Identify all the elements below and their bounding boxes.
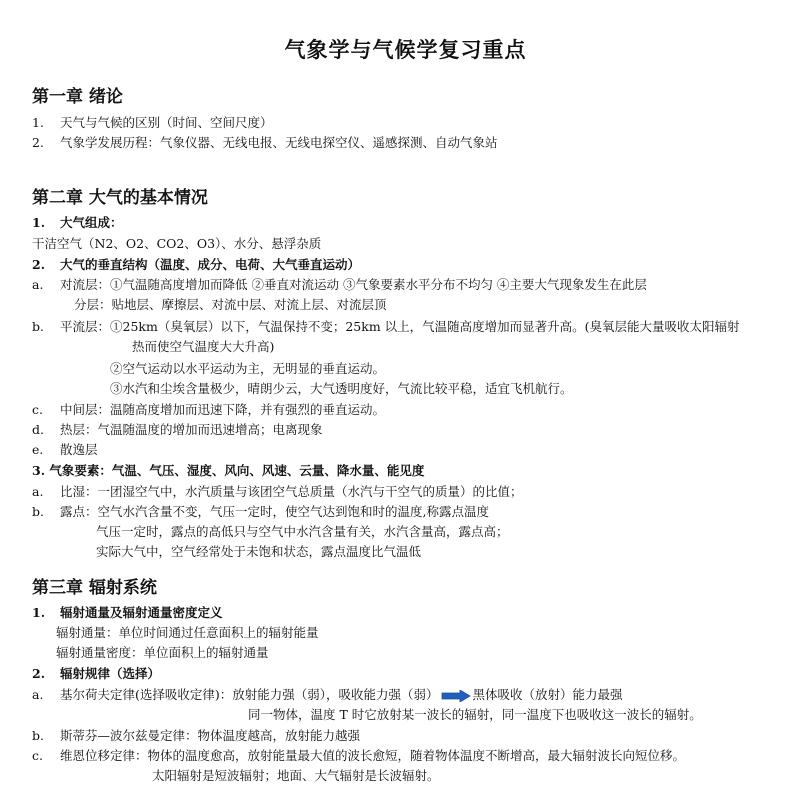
section-number: 1. — [32, 215, 46, 230]
list-marker: a. — [32, 277, 44, 292]
list-item — [60, 687, 623, 703]
list-marker: a. — [32, 484, 44, 499]
definition-line: 辐射通量：单位时间通过任意面积上的辐射能量 — [56, 625, 319, 640]
list-item: 天气与气候的区别（时间、空间尺度） — [60, 115, 273, 130]
list-number: 2. — [32, 135, 44, 150]
list-item: 对流层：①气温随高度增加而降低 ②垂直对流运动 ③气象要素水平分布不均匀 ④主要大气现象发生在此层 — [60, 277, 647, 292]
list-item: 斯蒂芬—波尔兹曼定律：物体温度越高，放射能力越强 — [60, 728, 361, 743]
list-item-sub: ②空气运动以水平运动为主，无明显的垂直运动。 — [110, 361, 386, 376]
list-item: 气象学发展历程：气象仪器、无线电报、无线电探空仪、遥感探测、自动气象站 — [60, 135, 498, 150]
section-title: 辐射规律（选择） — [60, 666, 161, 681]
list-item: 平流层：①25km（臭氧层）以下，气温保持不变；25km 以上，气温随高度增加而显著升高。(臭氧层能大量吸收太阳辐射 — [60, 319, 740, 334]
list-item-sub: 实际大气中，空气经常处于未饱和状态，露点温度比气温低 — [96, 544, 422, 559]
section-title: 大气组成： — [60, 215, 123, 230]
list-item-sub: 热而使空气温度大大升高) — [132, 339, 275, 354]
list-marker: a. — [32, 687, 44, 702]
law-statement: 基尔荷夫定律(选择吸收定律)：放射能力强（弱），吸收能力强（弱） — [60, 687, 439, 702]
section-number: 1. — [32, 605, 46, 620]
list-item: 维恩位移定律：物体的温度愈高，放射能量最大值的波长愈短，随着物体温度不断增高，最大辐射波长向短位移。 — [60, 748, 686, 763]
section-number: 2. — [32, 257, 46, 272]
list-item: 散逸层 — [60, 442, 98, 457]
section-title: 辐射通量及辐射通量密度定义 — [60, 605, 223, 620]
list-item-sub: 分层：贴地层、摩擦层、对流中层、对流上层、对流层顶 — [74, 297, 387, 312]
list-item-sub: 气压一定时，露点的高低只与空气中水汽含量有关，水汽含量高，露点高； — [96, 524, 509, 539]
section-body: 干洁空气（N2、O2、CO2、O3）、水分、悬浮杂质 — [32, 236, 322, 251]
list-item-sub: ③水汽和尘埃含量极少，晴朗少云，大气透明度好，气流比较平稳，适宜飞机航行。 — [110, 381, 573, 396]
list-marker: b. — [32, 504, 44, 519]
list-item: 露点：空气水汽含量不变，气压一定时，使空气达到饱和时的温度,称露点温度 — [60, 504, 489, 519]
definition-line: 辐射通量密度：单位面积上的辐射通量 — [56, 645, 269, 660]
page-title: 气象学与气候学复习重点 — [284, 38, 527, 62]
list-item: 热层：气温随温度的增加而迅速增高；电离现象 — [60, 422, 323, 437]
list-marker: d. — [32, 422, 44, 437]
chapter-1-heading: 第一章 绪论 — [32, 87, 123, 107]
list-item: 比湿：一团湿空气中，水汽质量与该团空气总质量（水汽与干空气的质量）的比值； — [60, 484, 523, 499]
list-marker: b. — [32, 728, 44, 743]
list-number: 1. — [32, 115, 44, 130]
list-marker: c. — [32, 402, 43, 417]
list-marker: c. — [32, 748, 43, 763]
chapter-2-heading: 第二章 大气的基本情况 — [32, 188, 208, 208]
list-marker: b. — [32, 319, 44, 334]
right-arrow-icon — [441, 690, 471, 702]
list-item-sub: 同一物体，温度 T 时它放射某一波长的辐射，同一温度下也吸收这一波长的辐射。 — [248, 707, 702, 722]
list-item-sub: 太阳辐射是短波辐射；地面、大气辐射是长波辐射。 — [152, 768, 440, 783]
chapter-3-heading: 第三章 辐射系统 — [32, 578, 157, 598]
list-marker: e. — [32, 442, 44, 457]
list-item: 中间层：温随高度增加而迅速下降，并有强烈的垂直运动。 — [60, 402, 386, 417]
law-conclusion: 黑体吸收（放射）能力最强 — [472, 687, 623, 702]
section-number: 2. — [32, 666, 46, 681]
section-title: 大气的垂直结构（温度、成分、电荷、大气垂直运动） — [60, 257, 361, 272]
section-title: 3. 气象要素：气温、气压、湿度、风向、风速、云量、降水量、能见度 — [32, 463, 425, 478]
